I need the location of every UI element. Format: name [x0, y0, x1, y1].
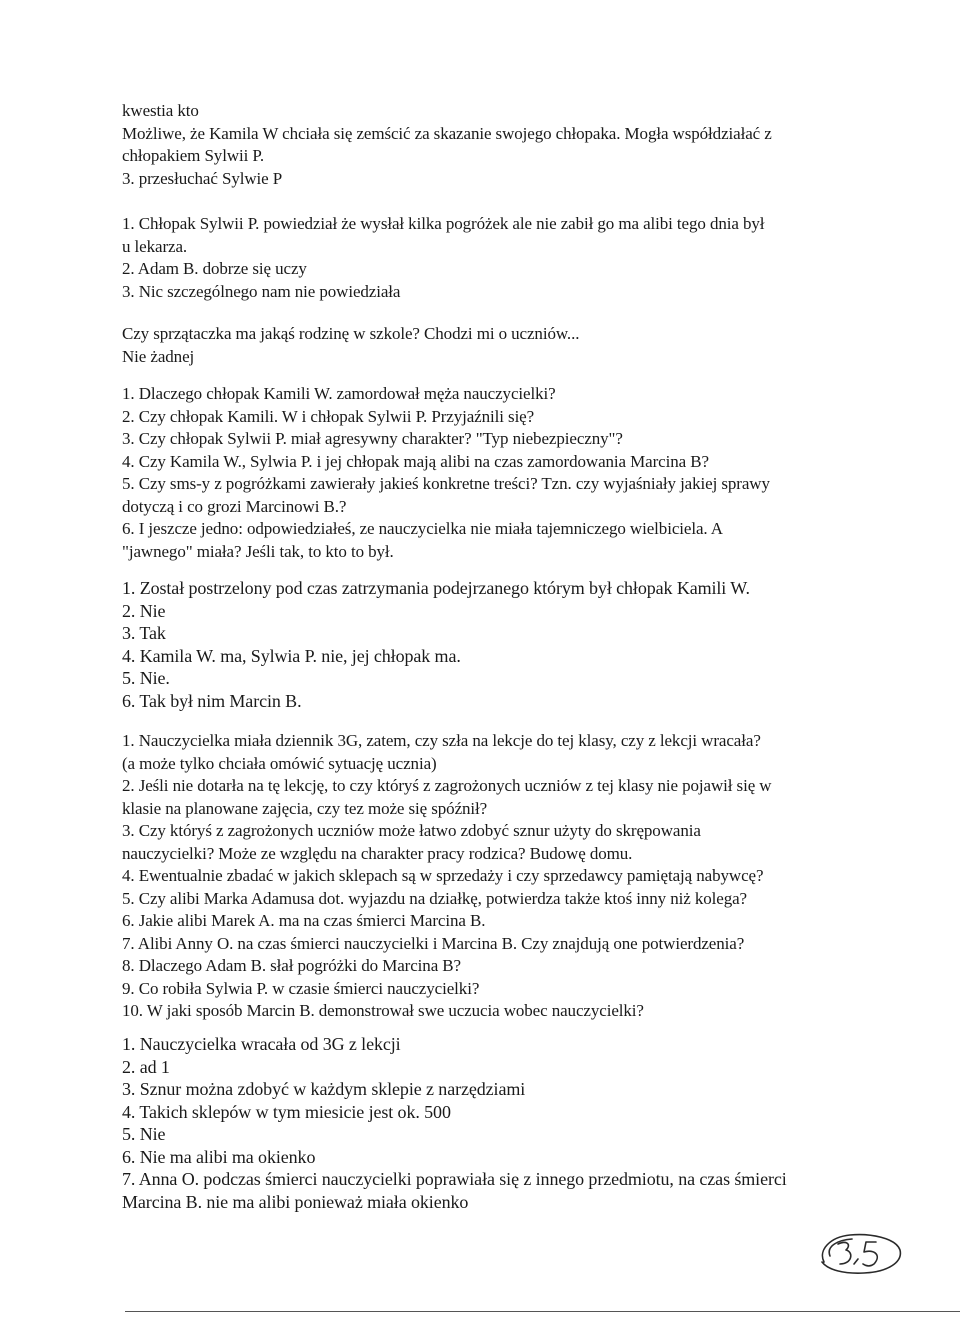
page-bottom-rule: [125, 1311, 960, 1312]
text-line: u lekarza.: [122, 236, 188, 256]
text-line: (a może tylko chciała omówić sytuację ucznia): [122, 753, 437, 773]
text-line: 1. Nauczycielka miała dziennik 3G, zatem, czy szła na lekcje do tej klasy, czy z lekcji wracała?: [122, 731, 761, 750]
text-line: 6. Tak był nim Marcin B.: [122, 690, 302, 711]
text-line: 6. Jakie alibi Marek A. ma na czas śmierci Marcina B.: [122, 911, 486, 930]
text-line: 2. Adam B. dobrze się uczy: [122, 259, 307, 278]
text-line: 5. Czy sms-y z pogróżkami zawierały jakieś konkretne treści? Tzn. czy wyjaśniały jakiej sprawy: [122, 474, 770, 493]
text-line: 1. Chłopak Sylwii P. powiedział że wysłał kilka pogróżek ale nie zabił go ma alibi tego dnia był: [122, 214, 765, 233]
text-line: 3. Czy chłopak Sylwii P. miał agresywny charakter? "Typ niebezpieczny"?: [122, 429, 623, 448]
text-line: 3. Czy któryś z zagrożonych uczniów może łatwo zdobyć sznur użyty do skrępowania: [122, 821, 701, 840]
text-line: 9. Co robiła Sylwia P. w czasie śmierci nauczycielki?: [122, 978, 480, 998]
handwritten-page-number: [808, 1228, 904, 1278]
text-line: Możliwe, że Kamila W chciała się zemścić za skazanie swojego chłopaka. Mogła współdziałać z: [122, 123, 772, 143]
text-line: 2. Nie: [122, 600, 166, 621]
text-line: 5. Nie.: [122, 668, 170, 688]
text-line: 2. ad 1: [122, 1056, 170, 1077]
text-line: dotyczą i co grozi Marcinowi B.?: [122, 496, 347, 516]
text-line: 8. Dlaczego Adam B. słał pogróżki do Marcina B?: [122, 956, 461, 975]
text-line: "jawnego" miała? Jeśli tak, to kto to był.: [122, 541, 394, 561]
section-questions-3: [122, 730, 862, 1023]
text-line: 5. Nie: [122, 1124, 166, 1144]
text-line: 6. Nie ma alibi ma okienko: [122, 1146, 316, 1167]
section-questions-2: [122, 383, 862, 563]
text-line: nauczycielki? Może ze względu na charakter pracy rodzica? Budowę domu.: [122, 843, 633, 863]
text-line: 7. Alibi Anny O. na czas śmierci nauczycielki i Marcina B. Czy znajdują one potwierdzenia?: [122, 933, 745, 953]
text-line: 3. Sznur można zdobyć w każdym sklepie z narzędziami: [122, 1079, 526, 1099]
text-line: 2. Jeśli nie dotarła na tę lekcję, to czy któryś z zagrożonych uczniów z tej klasy nie pojawił się w: [122, 776, 772, 795]
text-line: 3. Nic szczególnego nam nie powiedziała: [122, 281, 401, 301]
text-line: 3. Tak: [122, 623, 166, 643]
text-line: 3. przesłuchać Sylwie P: [122, 168, 283, 188]
text-line: 1. Został postrzelony pod czas zatrzymania podejrzanego którym był chłopak Kamili W.: [122, 578, 750, 598]
text-line: 4. Kamila W. ma, Sylwia P. nie, jej chłopak ma.: [122, 645, 461, 666]
text-line: 1. Nauczycielka wracała od 3G z lekcji: [122, 1034, 401, 1054]
handwritten-page-number-drawing: [808, 1228, 904, 1278]
text-line: 6. I jeszcze jedno: odpowiedziałeś, ze nauczycielka nie miała tajemniczego wielbiciela. A: [122, 519, 723, 538]
text-line: 4. Czy Kamila W., Sylwia P. i jej chłopak mają alibi na czas zamordowania Marcina B?: [122, 451, 709, 471]
section-answers-2: [122, 577, 862, 712]
text-line: kwestia kto: [122, 101, 199, 120]
section-intro: [122, 100, 862, 190]
section-answers-1: [122, 213, 862, 303]
text-line: 7. Anna O. podczas śmierci nauczycielki poprawiała się z innego przedmiotu, na czas śmierci: [122, 1169, 787, 1189]
text-line: Marcina B. nie ma alibi ponieważ miała okienko: [122, 1191, 469, 1212]
text-line: 10. W jaki sposób Marcin B. demonstrował swe uczucia wobec nauczycielki?: [122, 1001, 644, 1020]
text-line: 4. Ewentualnie zbadać w jakich sklepach są w sprzedaży i czy sprzedawcy pamiętają nabywcę?: [122, 866, 764, 885]
text-line: Czy sprzątaczka ma jakąś rodzinę w szkole? Chodzi mi o uczniów...: [122, 324, 580, 343]
text-line: chłopakiem Sylwii P.: [122, 146, 265, 165]
text-line: 4. Takich sklepów w tym miesicie jest ok. 500: [122, 1101, 451, 1122]
text-line: 5. Czy alibi Marka Adamusa dot. wyjazdu na działkę, potwierdza także ktoś inny niż kolega?: [122, 888, 747, 908]
section-question-cleaner: [122, 323, 862, 368]
text-line: 2. Czy chłopak Kamili. W i chłopak Sylwii P. Przyjaźnili się?: [122, 406, 535, 426]
text-line: 1. Dlaczego chłopak Kamili W. zamordował męża nauczycielki?: [122, 384, 556, 403]
text-line: klasie na planowane zajęcia, czy tez może się spóźnił?: [122, 798, 488, 818]
section-answers-3: [122, 1033, 862, 1213]
text-line: Nie żadnej: [122, 346, 195, 366]
